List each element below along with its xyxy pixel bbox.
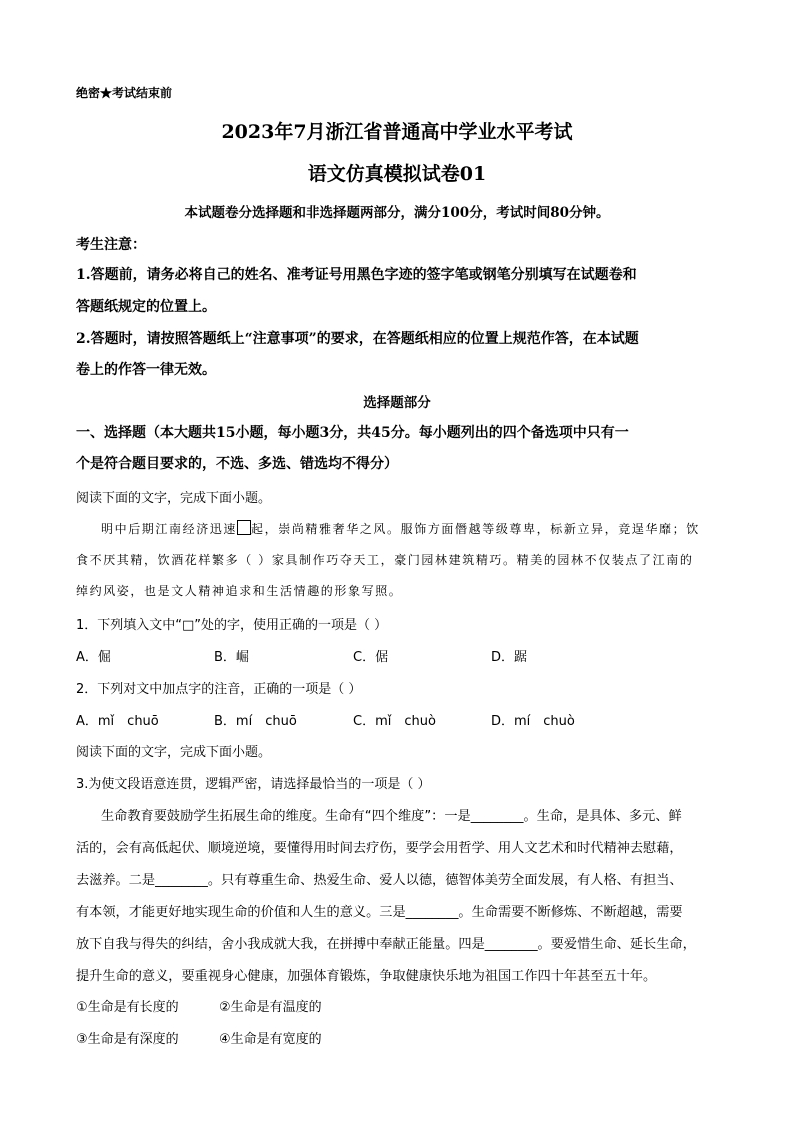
exam-info: 本试题卷分选择题和非选择题两部分，满分100分，考试时间80分钟。 xyxy=(184,205,610,221)
part1-heading: 一、选择题（本大题共15小题，每小题3分，共45分。每小题列出的四个备选项中只有一 xyxy=(76,425,629,441)
reading1-line-1 xyxy=(101,520,700,537)
question-1-option-c: C．倨 xyxy=(353,650,389,665)
exam-subtitle: 语文仿真模拟试卷01 xyxy=(307,163,487,185)
reading1-line-1-after: 起，崇尚精雅奢华之风。服饰方面僭越等级尊卑，标新立异，竞逞华靡；饮 xyxy=(251,522,700,536)
choice-1: ①生命是有长度的 xyxy=(76,1000,179,1015)
choice-4: ④生命是有宽度的 xyxy=(219,1032,322,1047)
question-2-stem: 2．下列对文中加点字的注音，正确的一项是（ ） xyxy=(76,682,362,697)
passage-line-5: 放下自我与得失的纠结，舍小我成就大我，在拼搏中奉献正能量。四是________。要爱惜生命、延长生命， xyxy=(76,937,696,952)
choice-2: ②生命是有温度的 xyxy=(219,1000,322,1015)
blank-box xyxy=(237,520,251,535)
passage-line-3: 去滋养。二是________。只有尊重生命、热爱生命、爱人以德，德智体美劳全面发展，有人格、有担当、 xyxy=(76,873,683,888)
question-2-option-a: A．mǐ chuō xyxy=(76,714,159,729)
reading2-instruction: 阅读下面的文字，完成下面小题。 xyxy=(76,745,272,760)
question-2-option-b: B．mí chuō xyxy=(214,714,297,729)
question-1-option-d: D．踞 xyxy=(491,650,528,665)
passage-line-4: 有本领，才能更好地实现生命的价值和人生的意义。三是________。生命需要不断修炼、不断超越，需要 xyxy=(76,905,683,920)
notice-heading: 考生注意： xyxy=(76,237,146,253)
exam-title: 2023年7月浙江省普通高中学业水平考试 xyxy=(221,121,573,143)
passage-line-2: 活的，会有高低起伏、顺境逆境，要懂得用时间去疗伤，要学会用哲学、用人文艺术和时代精神去慰藉， xyxy=(76,841,683,856)
reading1-line-2: 食不厌其精，饮酒花样繁多（ ）家具制作巧夺天工，豪门园林建筑精巧。精美的园林不仅装点了江南的 xyxy=(76,553,694,567)
section-title: 选择题部分 xyxy=(363,395,431,411)
notice-item-2: 2.答题时，请按照答题纸上“注意事项”的要求，在答题纸相应的位置上规范作答，在本试题 xyxy=(76,331,639,347)
question-1-option-a: A．倔 xyxy=(76,650,111,665)
part1-heading-cont: 个是符合题目要求的，不选、多选、错选均不得分） xyxy=(76,456,398,472)
notice-item-1: 1.答题前，请务必将自己的姓名、准考证号用黑色字迹的签字笔或钢笔分别填写在试题卷和 xyxy=(76,267,637,283)
notice-item-1-cont: 答题纸规定的位置上。 xyxy=(76,299,216,315)
reading1-line-1-before: 明中后期江南经济迅速 xyxy=(101,522,238,536)
question-2-option-d: D．mí chuò xyxy=(491,714,575,729)
reading1-line-3: 绰约风姿，也是文人精神追求和生活情趣的形象写照。 xyxy=(76,584,403,598)
choice-3: ③生命是有深度的 xyxy=(76,1032,179,1047)
reading1-instruction: 阅读下面的文字，完成下面小题。 xyxy=(76,491,272,506)
question-1-option-b: B．崛 xyxy=(214,650,249,665)
question-3-stem: 3.为使文段语意连贯，逻辑严密，请选择最恰当的一项是（ ） xyxy=(76,777,431,792)
passage-line-6: 提升生命的意义，要重视身心健康，加强体育锻炼，争取健康快乐地为祖国工作四十年甚至五十年。 xyxy=(76,969,657,984)
notice-item-2-cont: 卷上的作答一律无效。 xyxy=(76,362,216,378)
secret-label: 绝密★考试结束前 xyxy=(76,86,173,100)
question-1-stem: 1．下列填入文中“□”处的字，使用正确的一项是（ ） xyxy=(76,618,388,633)
question-2-option-c: C．mǐ chuò xyxy=(353,714,436,729)
passage-line-1: 生命教育要鼓励学生拓展生命的维度。生命有“四个维度”：一是________。生命，是具体、多元、鲜 xyxy=(101,809,682,824)
